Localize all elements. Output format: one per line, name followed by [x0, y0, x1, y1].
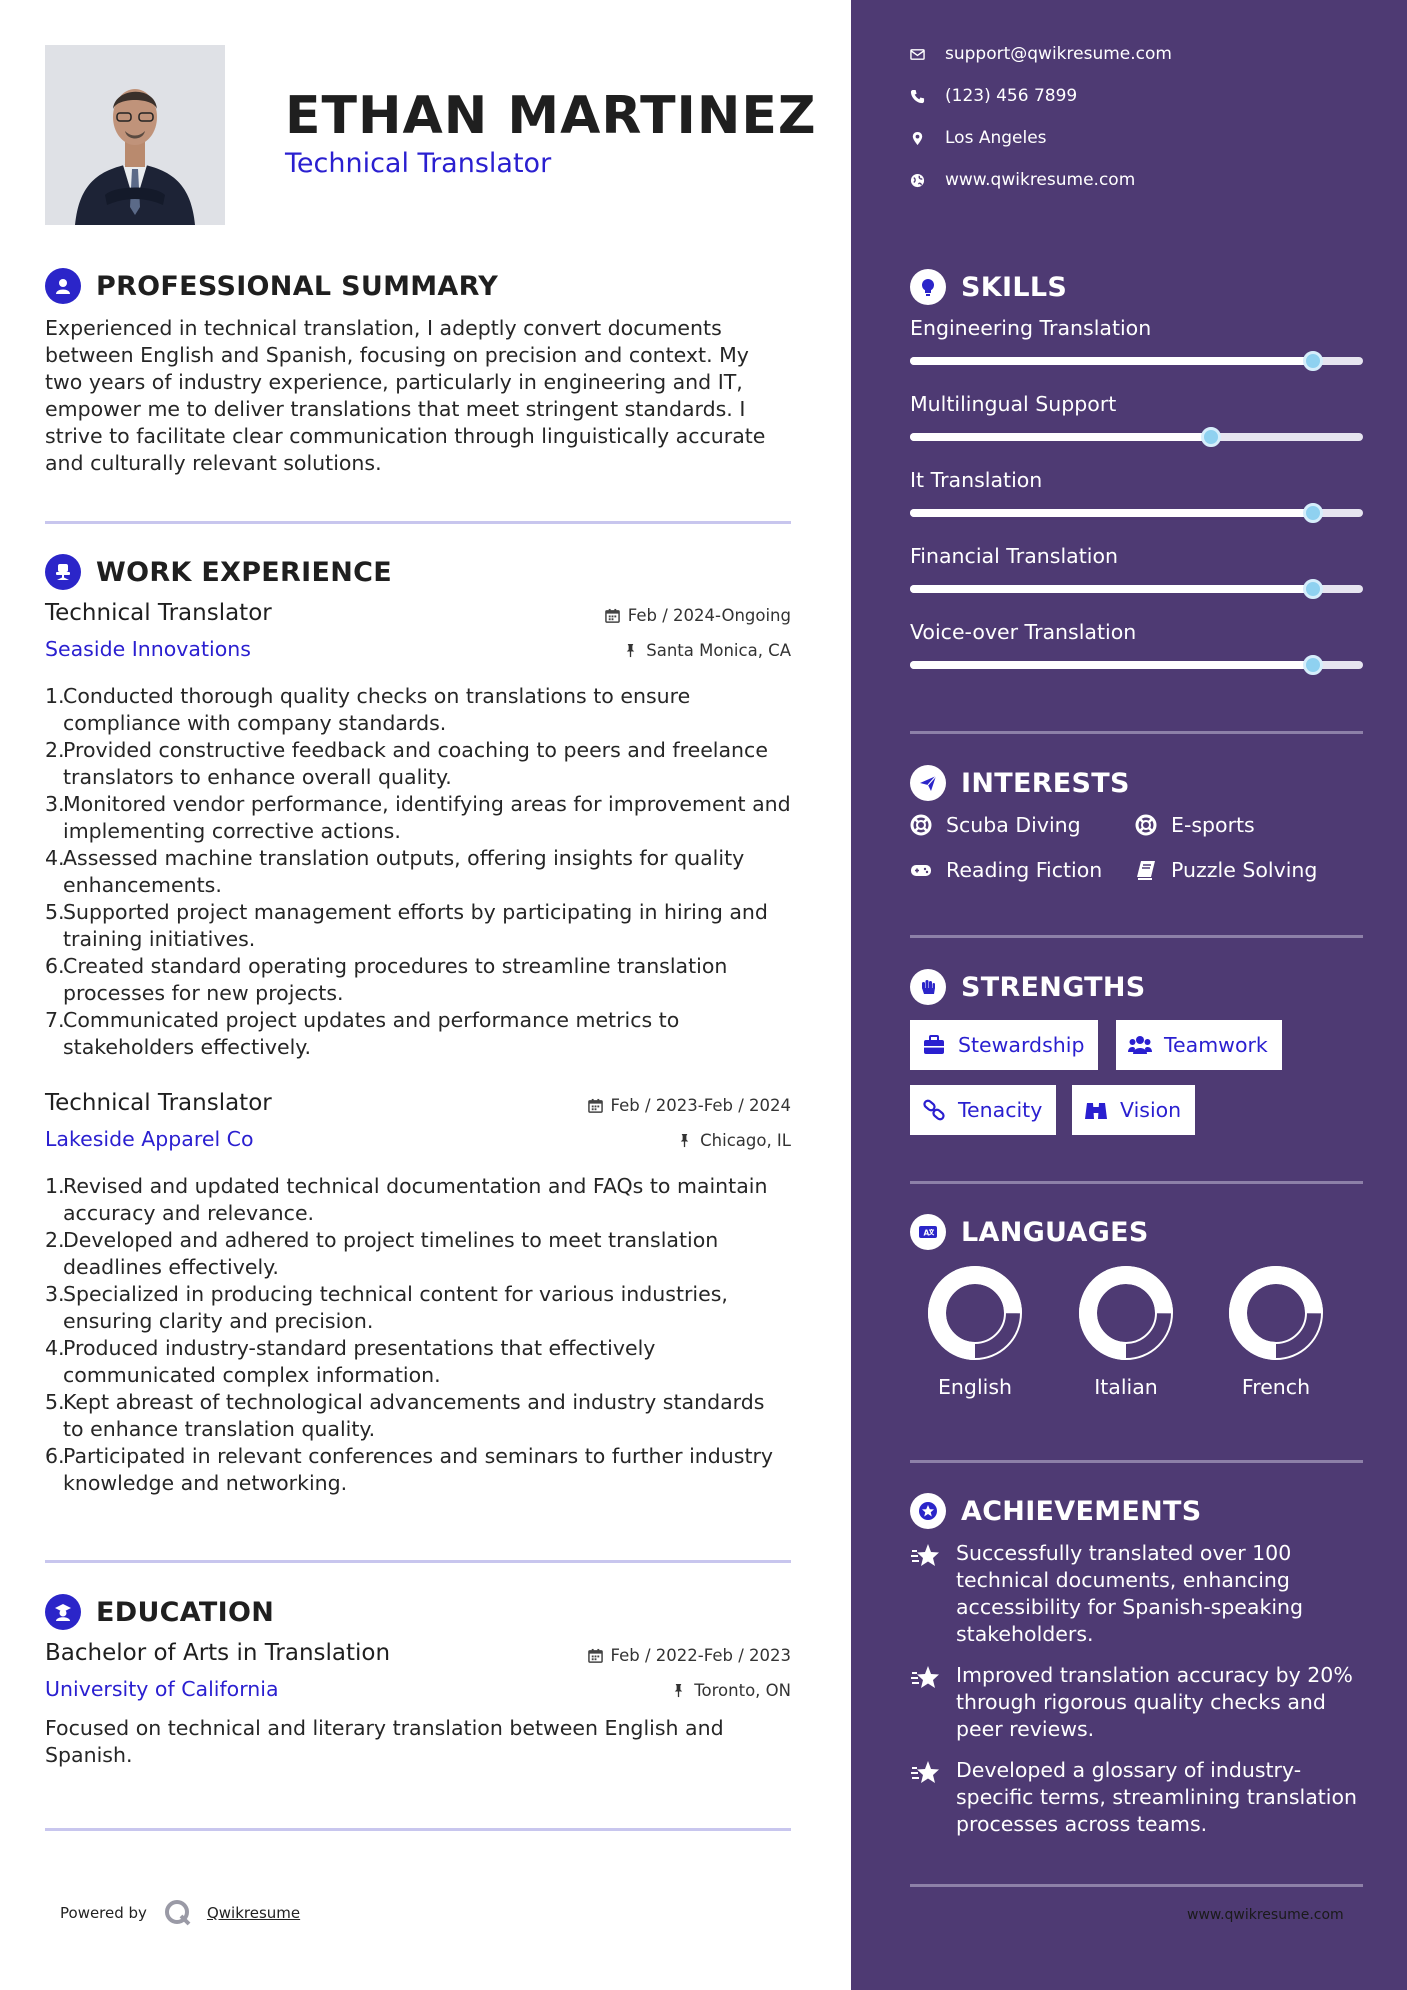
pin-icon [623, 643, 638, 658]
section-divider [910, 1181, 1363, 1184]
interest-item: E-sports [1135, 813, 1255, 837]
list-item: 6. Participated in relevant conferences and seminars to further industry knowledge and networking. [45, 1444, 774, 1495]
section-divider [45, 1560, 791, 1563]
language-ring [1228, 1265, 1324, 1361]
contact-website: www.qwikresume.com [910, 170, 1135, 190]
section-divider [45, 1828, 791, 1831]
skill-item [910, 544, 1363, 568]
achievement-text: Successfully translated over 100 technical documents, enhancing accessibility for Spanish-speaking stakeholders. [956, 1541, 1304, 1646]
interest-item: Puzzle Solving [1135, 858, 1317, 882]
achievements-title: ACHIEVEMENTS [961, 1495, 1202, 1527]
skill-item [910, 468, 1363, 492]
skill-name: Voice-over Translation [910, 620, 1137, 644]
envelope-icon [910, 47, 925, 62]
skill-slider [910, 433, 1363, 441]
skill-item [910, 620, 1363, 644]
achievements-heading [910, 1491, 1202, 1531]
lightbulb-icon [910, 269, 946, 305]
star-icon [910, 1664, 942, 1692]
list-item: 6. Created standard operating procedures to streamline translation processes for new projects. [45, 954, 728, 1005]
list-item: 4. Assessed machine translation outputs, offering insights for quality enhancements. [45, 846, 745, 897]
calendar-icon [588, 1098, 603, 1113]
language-ring [927, 1265, 1023, 1361]
strengths-heading [910, 967, 1146, 1007]
book-icon [1135, 859, 1157, 881]
star-badge-icon [910, 1493, 946, 1529]
list-item: 7. Communicated project updates and performance metrics to stakeholders effectively. [45, 1008, 680, 1059]
phone-icon [910, 89, 925, 104]
education-date: Feb / 2022-Feb / 2023 [588, 1646, 791, 1665]
sidebar [851, 0, 1407, 1990]
pin-icon [671, 1683, 686, 1698]
skill-slider [910, 357, 1363, 365]
skill-name: Engineering Translation [910, 316, 1152, 340]
language-name: English [937, 1375, 1013, 1399]
fist-icon [910, 969, 946, 1005]
powered-by-label: Powered by [60, 1904, 147, 1922]
office-chair-icon [45, 554, 81, 590]
list-item: 4. Produced industry-standard presentations that effectively communicated complex information. [45, 1336, 656, 1387]
qwikresume-logo-icon [163, 1898, 193, 1928]
summary-text: Experienced in technical translation, I adeptly convert documents between English and Spanish, focusing on precision and context. My two years of industry experience, particularly in engineering and IT, empower me to deliver translations that meet stringent standards. I strive to facilitate clear communication through linguistically accurate and culturally relevant solutions. [45, 316, 766, 475]
binoculars-icon [1084, 1099, 1108, 1121]
education-description: Focused on technical and literary translation between English and Spanish. [45, 1716, 724, 1767]
job-responsibilities [45, 683, 791, 1061]
interest-item: Reading Fiction [910, 858, 1102, 882]
education-location: Toronto, ON [671, 1681, 791, 1700]
job-company: Seaside Innovations [45, 637, 251, 661]
users-icon [1128, 1034, 1152, 1056]
skill-knob [1303, 351, 1323, 371]
skill-name: It Translation [910, 468, 1043, 492]
language-item [915, 1265, 1035, 1399]
link-icon [922, 1099, 946, 1121]
map-marker-icon [910, 131, 925, 146]
profile-photo [45, 45, 225, 225]
skill-item [910, 392, 1363, 416]
calendar-icon [605, 608, 620, 623]
paper-plane-icon [910, 765, 946, 801]
skills-title: SKILLS [961, 271, 1068, 303]
job-responsibilities [45, 1173, 791, 1497]
job-entry [45, 600, 791, 1060]
skill-fill [910, 585, 1313, 593]
briefcase-icon [922, 1034, 946, 1056]
achievement-text: Developed a glossary of industry-specific terms, streamlining translation processes across teams. [956, 1758, 1358, 1836]
list-item: 1. Revised and updated technical documentation and FAQs to maintain accuracy and relevance. [45, 1174, 768, 1225]
list-item: 2. Provided constructive feedback and coaching to peers and freelance translators to enhance overall quality. [45, 738, 768, 789]
job-location: Santa Monica, CA [623, 641, 791, 660]
language-name: Italian [1094, 1375, 1158, 1399]
star-icon [910, 1759, 942, 1787]
experience-title: WORK EXPERIENCE [96, 556, 392, 588]
strength-tag: Tenacity [910, 1085, 1056, 1135]
skill-name: Financial Translation [910, 544, 1118, 568]
skills-heading [910, 267, 1067, 307]
skill-knob [1303, 579, 1323, 599]
contact-location: Los Angeles [910, 128, 1047, 148]
strength-tag: Stewardship [910, 1020, 1098, 1070]
language-item [1066, 1265, 1186, 1399]
skill-slider [910, 585, 1363, 593]
school-name: University of California [45, 1677, 279, 1701]
job-entry [45, 1090, 791, 1510]
skill-item [910, 316, 1363, 340]
graduate-icon [45, 1594, 81, 1630]
lifebuoy-icon [1135, 814, 1157, 836]
job-location: Chicago, IL [677, 1131, 791, 1150]
strength-tag: Teamwork [1116, 1020, 1282, 1070]
skill-knob [1303, 655, 1323, 675]
globe-icon [910, 173, 925, 188]
section-divider [910, 935, 1363, 938]
job-date: Feb / 2024-Ongoing [605, 606, 791, 625]
interests-title: INTERESTS [961, 767, 1130, 799]
language-item [1216, 1265, 1336, 1399]
languages-title: LANGUAGES [961, 1216, 1149, 1248]
degree-title: Bachelor of Arts in Translation [45, 1640, 391, 1666]
section-divider [910, 731, 1363, 734]
star-icon [910, 1542, 942, 1570]
job-title: Technical Translator [45, 1090, 272, 1116]
section-divider [910, 1884, 1363, 1887]
footer-website: www.qwikresume.com [1187, 1907, 1344, 1923]
svg-text:A: A [923, 1228, 930, 1238]
summary-heading [45, 266, 498, 306]
list-item: 1. Conducted thorough quality checks on translations to ensure compliance with company standards. [45, 684, 691, 735]
language-ring [1078, 1265, 1174, 1361]
skill-knob [1201, 427, 1221, 447]
job-company: Lakeside Apparel Co [45, 1127, 254, 1151]
calendar-icon [588, 1648, 603, 1663]
achievement-text: Improved translation accuracy by 20% through rigorous quality checks and peer reviews. [956, 1663, 1353, 1741]
interest-item: Scuba Diving [910, 813, 1081, 837]
list-item: 3. Monitored vendor performance, identifying areas for improvement and implementing corrective actions. [45, 792, 791, 843]
strength-tag: Vision [1072, 1085, 1195, 1135]
candidate-name: ETHAN MARTINEZ [285, 86, 817, 146]
skill-knob [1303, 503, 1323, 523]
candidate-role: Technical Translator [285, 148, 552, 179]
job-date: Feb / 2023-Feb / 2024 [588, 1096, 791, 1115]
user-icon [45, 268, 81, 304]
powered-by-footer [60, 1898, 300, 1928]
skill-fill [910, 661, 1313, 669]
list-item: 5. Kept abreast of technological advancements and industry standards to enhance translation quality. [45, 1390, 765, 1441]
skill-fill [910, 433, 1211, 441]
language-name: French [1241, 1375, 1311, 1399]
job-title: Technical Translator [45, 600, 272, 626]
list-item: 2. Developed and adhered to project timelines to meet translation deadlines effectively. [45, 1228, 719, 1279]
interests-heading [910, 763, 1130, 803]
experience-heading [45, 552, 392, 592]
skill-slider [910, 661, 1363, 669]
summary-title: PROFESSIONAL SUMMARY [96, 270, 499, 302]
list-item: 5. Supported project management efforts by participating in hiring and training initiatives. [45, 900, 768, 951]
pin-icon [677, 1133, 692, 1148]
contact-email: support@qwikresume.com [910, 44, 1172, 64]
education-title: EDUCATION [96, 1596, 275, 1628]
skill-fill [910, 357, 1313, 365]
translate-icon [910, 1214, 946, 1250]
languages-heading [910, 1212, 1149, 1252]
gamepad-icon [910, 859, 932, 881]
strengths-title: STRENGTHS [961, 971, 1146, 1003]
skill-slider [910, 509, 1363, 517]
brand-link[interactable]: Qwikresume [206, 1904, 301, 1922]
skill-fill [910, 509, 1313, 517]
section-divider [910, 1460, 1363, 1463]
contact-phone: (123) 456 7899 [910, 86, 1077, 106]
education-heading [45, 1592, 274, 1632]
section-divider [45, 521, 791, 524]
lifebuoy-icon [910, 814, 932, 836]
list-item: 3. Specialized in producing technical content for various industries, ensuring clarity and precision. [45, 1282, 728, 1333]
skill-name: Multilingual Support [910, 392, 1117, 416]
